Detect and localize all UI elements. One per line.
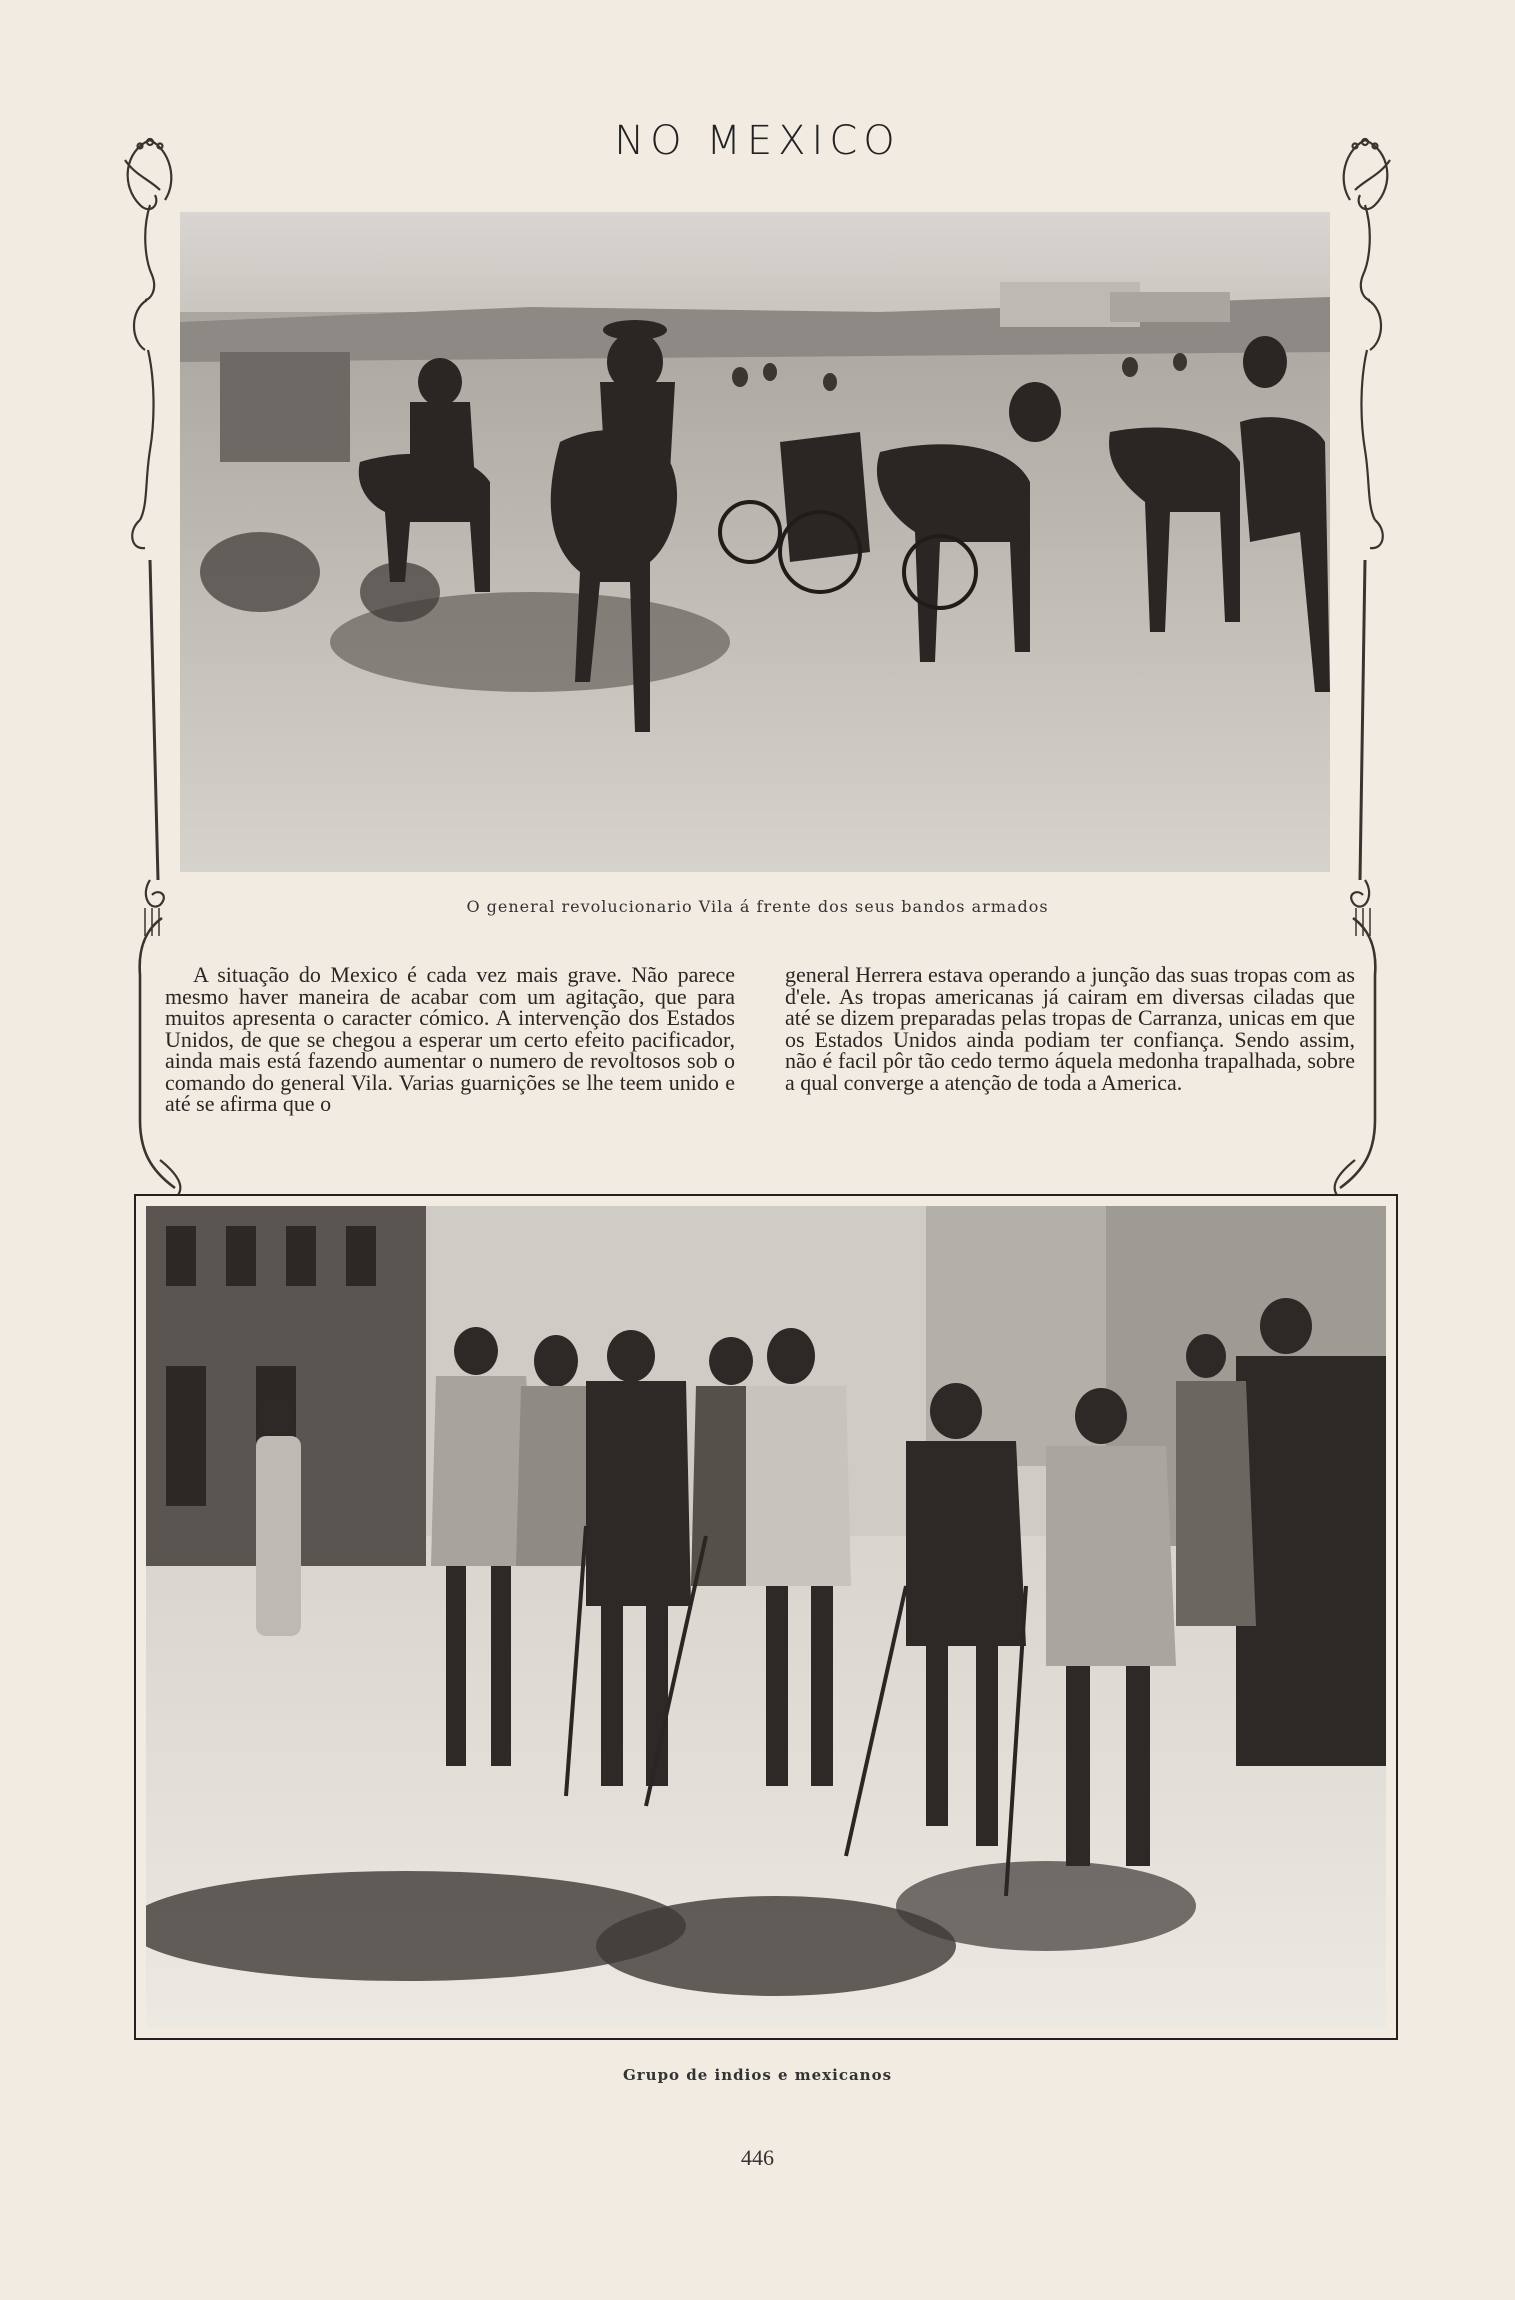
page-number: 446: [741, 2145, 774, 2170]
photo-group-frame: [134, 1194, 1398, 2040]
photo-group-indios: [146, 1206, 1386, 2028]
article-column-left: [165, 964, 735, 1115]
photo-caption-top: O general revolucionario Vila á frente dos seus bandos armados: [466, 897, 1049, 916]
article-paragraph: A situação do Mexico é cada vez mais grave. Não parece mesmo haver maneira de acabar com um agitação, que para muitos apresenta o caracter cómico. A intervenção dos Estados Unidos, de que se chegou a esperar um certo efeito pacificador, ainda mais está fazendo aumentar o numero de revoltosos sob o comando do general Vila. Varias guarnições se lhe teem unido e até se afirma que o: [165, 962, 735, 1116]
photo-general-vila: [180, 212, 1330, 872]
photo-caption-bottom: Grupo de indios e mexicanos: [622, 2066, 893, 2084]
article-paragraph: general Herrera estava operando a junção das suas tropas com as d'ele. As tropas americanas já cairam em diversas ciladas que até se dizem preparadas pelas tropas de Carranza, unicas em que os Estados Unidos ainda podiam ter confiança. Sendo assim, não é facil pôr tão cedo termo áquela medonha trapalhada, sobre a qual converge a atenção de toda a America.: [785, 962, 1355, 1095]
page-title: NO MEXICO: [614, 118, 901, 164]
article-column-right: [785, 964, 1355, 1093]
